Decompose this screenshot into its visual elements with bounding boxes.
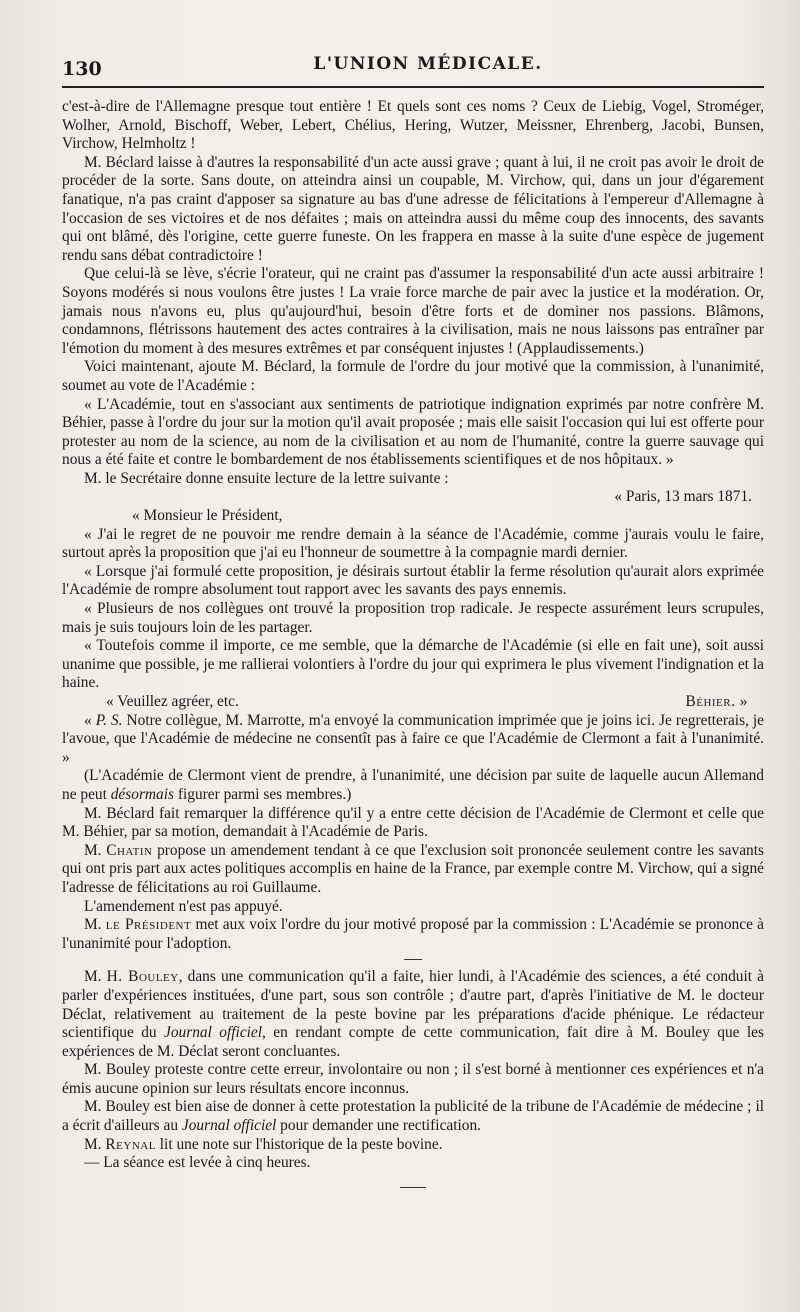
paragraph: [62, 968, 764, 1061]
text-run: met aux voix l'ordre du jour motivé proposé par la commission : L'Académie se prononce à l'unanimité pour l'adoption.: [62, 916, 764, 952]
paragraph: [62, 916, 764, 953]
letter-salutation: « Monsieur le Président,: [132, 507, 283, 525]
paragraph: [62, 842, 764, 898]
text-run: M.: [84, 1135, 106, 1153]
text-run: lit une note sur l'historique de la peste bovine.: [155, 1135, 443, 1153]
page-header: [62, 50, 764, 86]
paragraph: « Toutefois comme il importe, ce me semble, que la démarche de l'Académie (si elle en fait une), soit aussi unanime que possible, je me rallierai volontiers à l'ordre du jour qui exprimera le plus vivement l'indignation et la haine.: [62, 637, 764, 692]
paragraph: c'est-à-dire de l'Allemagne presque tout entière ! Et quels sont ces noms ? Ceux de Liebig, Vogel, Stroméger, Wolher, Arnold, Bischoff, Weber, Lebert, Chélius, Hering, Wutzer, Meissner, Ehrenberg, Jacobi, Bunsen, Virchow, Helmholtz !: [62, 98, 764, 153]
paragraph: [62, 1136, 764, 1155]
paragraph: [62, 1098, 764, 1135]
paragraph: Voici maintenant, ajoute M. Béclard, la formule de l'ordre du jour motivé que la commission, à l'unanimité, soumet au vote de l'Académie :: [62, 358, 764, 394]
paragraph: M. Béclard fait remarquer la différence qu'il y a entre cette décision de l'Académie de Clermont et celle que M. Béhier, par sa motion, demandait à l'Académie de Paris.: [62, 804, 764, 841]
speaker-name: H. Bouley: [106, 968, 179, 986]
ps-text: Notre collègue, M. Marrotte, m'a envoyé la communication imprimée que je joins ici. Je regretterais, je l'avoue, que l'Académie de médecine ne consentît pas à faire ce que l'Académie de Clermont a fait à l'unanimité. »: [62, 711, 765, 766]
paragraph: « L'Académie, tout en s'associant aux sentiments de patriotique indignation exprimés par notre confrère M. Béhier, passe à l'ordre du jour sur la motion qu'il avait proposée ; mais elle saisit l'occasion qui lui est offerte pour protester au nom de la science, au nom de la civilisation et au nom de l'humanité, contre la guerre sauvage qui nous a été faite et contre le bombardement de nos établissements scientifiques et de nos hôpitaux. »: [62, 395, 764, 469]
text-run: propose un amendement tendant à ce que l'exclusion soit prononcée seulement contre les savants qui ont pris part aux actes politiques accomplis en haine de la France, par exemple contre M. Virchow, qui a signé l'adresse de félicitations au roi Guillaume.: [62, 841, 764, 896]
running-title: L'UNION MÉDICALE.: [313, 54, 543, 74]
text-run: (L'Académie de Clermont vient de prendre, à l'unanimité, une décision par suite de laquelle aucun Allemand ne peut: [62, 767, 764, 803]
paragraph: « Lorsque j'ai formulé cette proposition, je désirais surtout établir la ferme résolution qu'aurait alors exprimée l'Académie de rompre absolument tout rapport avec les savants des pays ennemis.: [62, 562, 764, 599]
speaker-name: le Président: [105, 916, 192, 934]
quote-mark: «: [84, 711, 96, 729]
italic-run: désormais: [110, 785, 175, 803]
text-run: M.: [84, 841, 107, 859]
italic-run: Journal officiel: [181, 1117, 277, 1135]
text-run: figurer parmi ses membres.): [174, 785, 352, 803]
paragraph: — La séance est levée à cinq heures.: [84, 1154, 311, 1172]
text-run: M.: [84, 968, 107, 986]
letter-date: « Paris, 13 mars 1871.: [614, 488, 752, 506]
paragraph: M. Béclard laisse à d'autres la responsabilité d'un acte aussi grave ; quant à lui, il ne croit pas avoir le droit de procéder de la sorte. Sans doute, on atteindra ainsi un coupable, M. Virchow, qui, dans un jour d'égarement fanatique, n'a pas craint d'apposer sa signature au bas d'une adresse de félicitations à l'empereur d'Allemagne à l'occasion de ses victoires et de nos défaites ; mais on atteindra aussi du même coup des innocents, des savants qui ont blâmé, dès l'origine, cette guerre funeste. On les frappera en masse à la suite d'une espèce de jugement rendu sans débat contradictoire !: [62, 153, 764, 264]
speaker-name: Chatin: [106, 841, 153, 859]
closing-formula: « Veuillez agréer, etc.: [106, 693, 239, 710]
paragraph: M. le Secrétaire donne ensuite lecture de la lettre suivante :: [84, 469, 449, 487]
text-run: , en rendant compte de cette communication, fait dire à M. Bouley que les expériences de M. Déclat seront concluantes.: [62, 1024, 764, 1060]
text-run: , dans une communication qu'il a faite, hier lundi, à l'Académie des sciences, a été conduit à parler d'expériences instituées, d'une part, sous son contrôle ; d'autre part, d'après l'initiative de M. le docteur Déclat, relativement au traitement de la peste bovine par les préparations d'acide phénique. Le rédacteur scientifique du: [62, 968, 764, 1042]
paragraph: Que celui-là se lève, s'écrie l'orateur, qui ne craint pas d'assumer la responsabilité d'un acte aussi arbitraire ! Soyons modérés si nous voulons être justes ! La vraie force marche de pair avec la justice et la modération. Or, jamais nous n'avons eu, plus qu'aujourd'hui, besoin d'être forts et de dominer nos passions. Blâmons, condamnons, flétrissons hautement des actes contraires à la civilisation, mais ne nous laissons pas entraîner par l'émotion du moment à des mesures extrêmes et par conséquent injustes ! (Applaudissements.): [62, 265, 764, 357]
speaker-name: Reynal: [105, 1135, 156, 1153]
article-body: [62, 98, 764, 1173]
letter-closing: [62, 693, 764, 712]
paragraph: « Plusieurs de nos collègues ont trouvé la proposition trop radicale. Je respecte assurément leurs scrupules, mais je suis toujours loin de les partager.: [62, 600, 764, 636]
letter-signature: Béhier. »: [685, 693, 748, 710]
text-run: M. Bouley est bien aise de donner à cette protestation la publicité de la tribune de l'Académie de médecine ; il a écrit d'ailleurs au: [62, 1098, 764, 1135]
end-separator: [400, 1187, 426, 1188]
paragraph: [62, 767, 764, 804]
paragraph: L'amendement n'est pas appuyé.: [84, 897, 283, 915]
ps-label: P. S.: [95, 711, 123, 729]
paragraph: « J'ai le regret de ne pouvoir me rendre demain à la séance de l'Académie, comme j'aurais voulu le faire, surtout après la proposition que j'ai eu l'honneur de soumettre à la compagnie mardi dernier.: [62, 525, 764, 562]
header-rule: [62, 86, 764, 88]
text-run: M.: [84, 916, 106, 934]
text-run: pour demander une rectification.: [276, 1117, 482, 1135]
paragraph: M. Bouley proteste contre cette erreur, involontaire ou non ; il s'est borné à mentionner ces expériences et n'a émis aucune opinion sur leurs résultats encore inconnus.: [62, 1061, 764, 1097]
section-separator: [404, 959, 422, 960]
page-number: 130: [62, 58, 102, 80]
italic-run: Journal officiel: [164, 1024, 263, 1042]
paragraph-postscript: [62, 712, 764, 768]
